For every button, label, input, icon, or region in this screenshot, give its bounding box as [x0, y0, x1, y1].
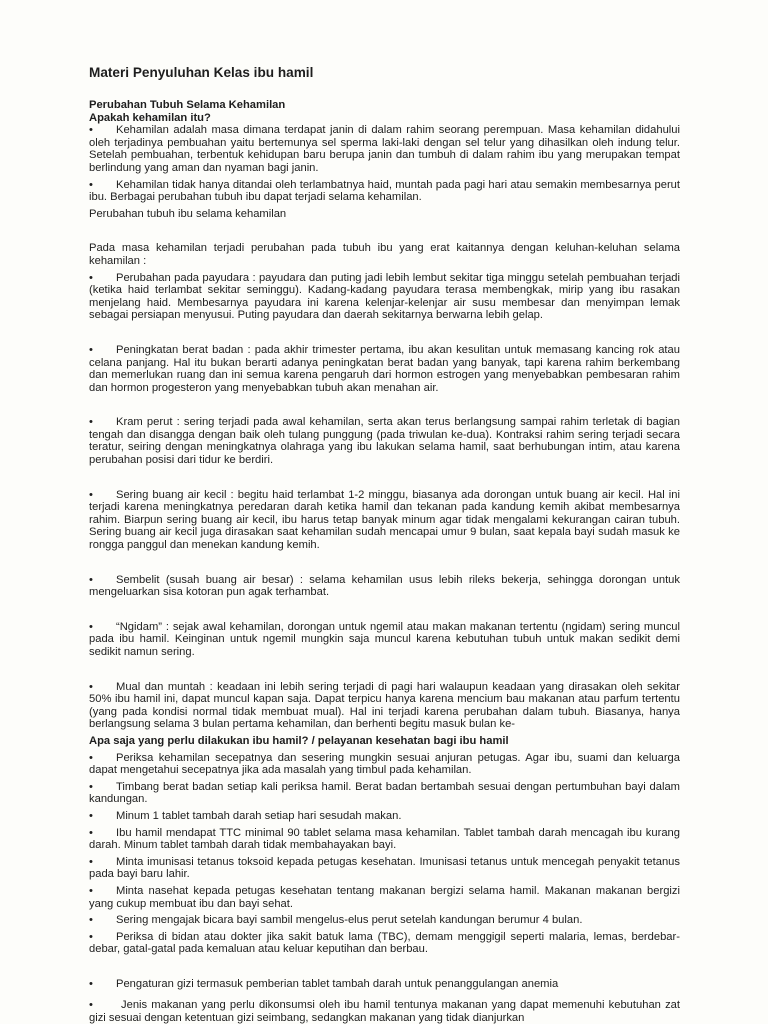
list-item-text: Minta imunisasi tetanus toksoid kepada petugas kesehatan. Imunisasi tetanus untuk mencegah penyakit tetanus pada bayi baru lahir.: [89, 855, 680, 881]
bullet-icon: •: [89, 680, 93, 693]
list-item: [89, 179, 680, 204]
bullet-icon: •: [89, 930, 93, 943]
list-item: [89, 856, 680, 881]
list-item-text: Periksa di bidan atau dokter jika sakit batuk lama (TBC), demam menggigil seperti malaria, lemas, berdebar-debar, gatal-gatal pada kemaluan atau keluar keputihan dan berbau.: [89, 930, 680, 956]
bullet-icon: •: [89, 999, 93, 1012]
list-item: [89, 999, 680, 1024]
list-item: [89, 489, 680, 552]
document-title: Materi Penyuluhan Kelas ibu hamil: [89, 65, 314, 80]
list-item: [89, 931, 680, 956]
list-item-text: Minta nasehat kepada petugas kesehatan tentang makanan bergizi selama hamil. Makanan makanan bergizi yang cukup membuat ibu dan bayi sehat.: [89, 884, 680, 910]
bullet-icon: •: [89, 178, 93, 191]
list-item: [89, 810, 680, 823]
list-item: [89, 885, 680, 910]
bullet-icon: •: [89, 826, 93, 839]
list-item-text: Periksa kehamilan secepatnya dan sesering mungkin sesuai anjuran petugas. Agar ibu, suami dan keluarga dapat mengetahui secepatnya jika ada masalah yang timbul pada kehamilan.: [89, 751, 680, 777]
list-item: [89, 978, 680, 991]
section-heading-body-changes: Perubahan Tubuh Selama Kehamilan: [89, 99, 286, 111]
list-item-text: Minum 1 tablet tambah darah setiap hari sesudah makan.: [116, 809, 402, 822]
bullet-icon: •: [89, 124, 93, 137]
list-item-text: Sering buang air kecil : begitu haid terlambat 1-2 minggu, biasanya ada dorongan untuk buang air kecil. Hal ini terjadi karena meningkatnya peredaran darah ketika hamil dan tekanan pada kandung kemih akibat membesarnya rahim. Biarpun sering buang air kecil, ibu harus tetap banyak minum agar tidak mengalami kekurangan cairan tubuh. Sering buang air kecil juga dirasakan saat kehamilan sudah mencapai umur 9 bulan, saat kepala bayi sudah masuk ke rongga panggul dan menekan kandung kemih.: [89, 488, 680, 552]
subheading-body-changes: Perubahan tubuh ibu selama kehamilan: [89, 207, 287, 220]
list-item-text: Jenis makanan yang perlu dikonsumsi oleh ibu hamil tentunya makanan yang dapat memenuhi kebutuhan zat gizi sesuai dengan ketentuan gizi seimbang, sedangkan makanan yang tidak dianjurkan: [89, 999, 680, 1024]
list-item: [89, 416, 680, 466]
list-item-text: Pengaturan gizi termasuk pemberian tablet tambah darah untuk penanggulangan anemia: [116, 977, 559, 990]
list-item-text: Sembelit (susah buang air besar) : selama kehamilan usus lebih rileks bekerja, sehingga dorongan untuk mengeluarkan sisa kotoran pun agak terhambat.: [89, 573, 680, 599]
list-item: [89, 752, 680, 777]
list-item-text: Kram perut : sering terjadi pada awal kehamilan, serta akan terus berlangsung sampai rahim terletak di bagian tengah dan disangga dengan baik oleh tulang punggung (pada triwulan ke-dua). Kontraksi rahim sering terjadi secara teratur, seiring dengan meningkatnya olahraga yang ibu lakukan selama hamil, saat berhubungan intim, atau karena perubahan posisi dari tidur ke berdiri.: [89, 416, 680, 467]
list-item-text: Mual dan muntah : keadaan ini lebih sering terjadi di pagi hari walaupun keadaan yang dirasakan oleh sekitar 50% ibu hamil ini, dapat muncul kapan saja. Dapat terpicu hanya karena mencium bau makanan atau parfum tertentu (yang pada kondisi normal tidak membuat mual). Hal ini terjadi karena perubahan dalam tubuh. Biasanya, hanya berlangsung selama 3 bulan pertama kehamilan, dan berhenti begitu masuk bulan ke-: [89, 680, 680, 731]
bullet-icon: •: [89, 884, 93, 897]
list-item-text: Kehamilan tidak hanya ditandai oleh terlambatnya haid, muntah pada pagi hari atau semakin membesarnya perut ibu. Berbagai perubahan tubuh ibu dapat terjadi selama kehamilan.: [89, 178, 680, 204]
bullet-icon: •: [89, 343, 93, 356]
list-item-text: Kehamilan adalah masa dimana terdapat janin di dalam rahim seorang perempuan. Masa kehamilan didahului oleh terjadinya pembuahan yaitu bertemunya sel sperma laki-laki dengan sel telur yang dihasilkan oleh indung telur. Setelah pembuahan, terbentuk kehidupan baru berupa janin dan tumbuh di dalam rahim ibu yang merupakan tempat berlindung yang aman dan nyaman bagi janin.: [89, 124, 680, 174]
list-item: [89, 914, 680, 927]
bullet-icon: •: [89, 914, 93, 927]
bullet-icon: •: [89, 488, 93, 501]
bullet-icon: •: [89, 271, 93, 284]
list-item: [89, 827, 680, 852]
bullet-icon: •: [89, 416, 93, 429]
list-item-text: Peningkatan berat badan : pada akhir trimester pertama, ibu akan kesulitan untuk memasang kancing rok atau celana panjang. Hal itu bukan berarti adanya peningkatan berat badan yang banyak, tapi karena rahim berkembang dan memerlukan ruang dan ini semua karena pengaruh dari hormon estrogen yang menyebabkan pembesaran rahim dan hormon progesteron yang menyebabkan tubuh akan menahan air.: [89, 343, 680, 394]
list-item-text: Timbang berat badan setiap kali periksa hamil. Berat badan bertambah sesuai dengan pertumbuhan bayi dalam kandungan.: [89, 780, 680, 806]
list-item: [89, 344, 680, 394]
changes-intro-paragraph: Pada masa kehamilan terjadi perubahan pada tubuh ibu yang erat kaitannya dengan keluhan-keluhan selama kehamilan :: [89, 242, 680, 267]
section-subheading-what-is-pregnancy: Apakah kehamilan itu?: [89, 111, 211, 124]
list-item: [89, 781, 680, 806]
list-item-text: Ibu hamil mendapat TTC minimal 90 tablet selama masa kehamilan. Tablet tambah darah mencagah ibu kurang darah. Minum tablet tambah darah tidak membahayakan bayi.: [89, 826, 680, 852]
bullet-icon: •: [89, 855, 93, 868]
bullet-icon: •: [89, 573, 93, 586]
document-content: [89, 65, 680, 1024]
list-item-text: Perubahan pada payudara : payudara dan puting jadi lebih lembut sekitar tiga minggu setelah pembuahan terjadi (ketika haid terlambat sekitar seminggu). Kadang-kadang payudara terasa membengkak, mirip yang ibu rasakan menjelang haid. Membesarnya payudara ini karena kelenjar-kelenjar air susu membesar dan menyimpan lemak sebagai persiapan menyusui. Puting payudara dan daerah sekitarnya berwarna lebih gelap.: [89, 271, 680, 322]
list-item: [89, 621, 680, 659]
bullet-icon: •: [89, 751, 93, 764]
list-item: [89, 681, 680, 731]
bullet-icon: •: [89, 809, 93, 822]
section-heading-care: Apa saja yang perlu dilakukan ibu hamil? / pelayanan kesehatan bagi ibu hamil: [89, 734, 509, 747]
bullet-icon: •: [89, 977, 93, 990]
list-item-text: “Ngidam” : sejak awal kehamilan, dorongan untuk ngemil atau makan makanan tertentu (ngidam) sering muncul pada ibu hamil. Keinginan untuk ngemil mungkin saja muncul karena kebutuhan tubuh untuk makan sedikit demi sedikit namun sering.: [89, 620, 680, 658]
list-item-text: Sering mengajak bicara bayi sambil mengelus-elus perut setelah kandungan berumur 4 bulan.: [116, 914, 583, 927]
list-item: [89, 124, 680, 174]
list-item: [89, 272, 680, 322]
bullet-icon: •: [89, 780, 93, 793]
bullet-icon: •: [89, 620, 93, 633]
list-item: [89, 574, 680, 599]
